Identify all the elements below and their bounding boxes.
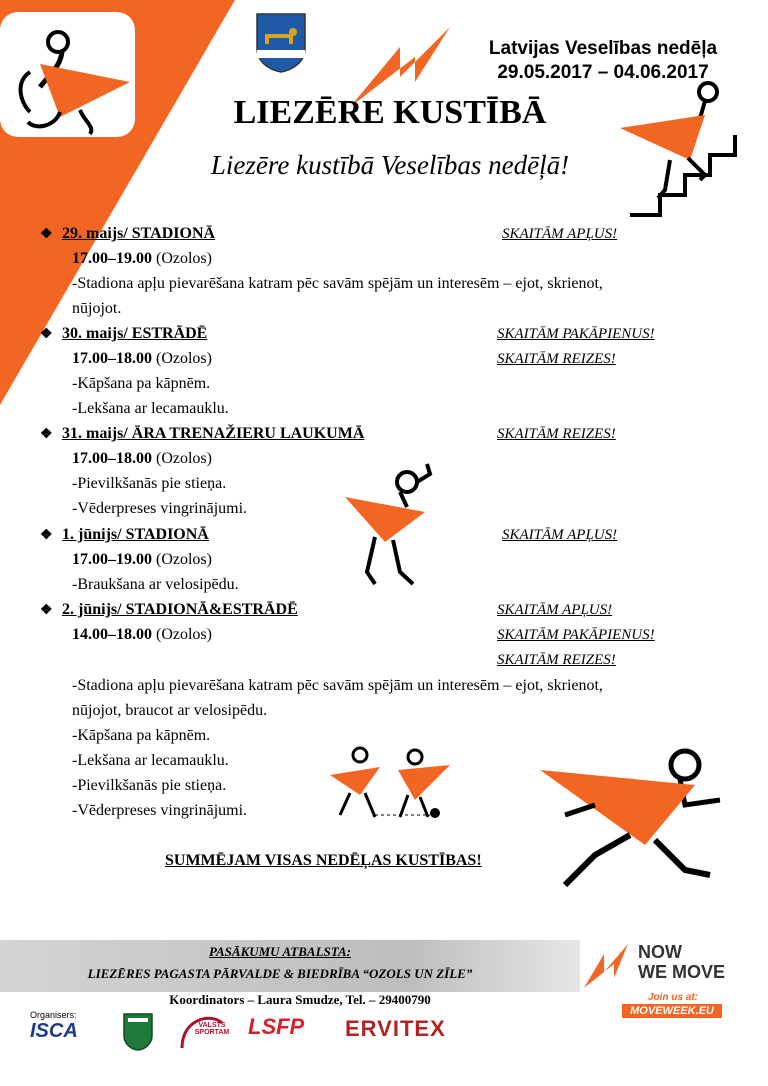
ervitex-logo: ERVITEX	[345, 1016, 446, 1041]
event-place: (Ozolos)	[156, 250, 212, 267]
stairs-figure-icon	[610, 80, 750, 220]
count-label: SKAITĀM REIZES!	[497, 426, 616, 442]
page-title: LIEZĒRE KUSTĪBĀ	[233, 94, 547, 131]
event-description: -Braukšana ar velosipēdu.	[72, 576, 239, 593]
event-description: -Lekšana ar lecamauklu.	[72, 400, 229, 417]
count-label: SKAITĀM PAKĀPIENUS!	[497, 326, 655, 342]
count-label: SKAITĀM REIZES!	[497, 351, 616, 367]
bullet-diamond-icon: ❖	[40, 327, 53, 342]
event-description: -Lekšana ar lecamauklu.	[72, 752, 229, 769]
supporters-line: LIEZĒRES PAGASTA PĀRVALDE & BIEDRĪBA “OZOLS UN ZĪLE”	[87, 966, 473, 981]
week-dates: 29.05.2017 – 04.06.2017	[497, 62, 709, 83]
event-time-value: 17.00–18.00	[72, 450, 152, 467]
event-time-value: 17.00–19.00	[72, 551, 152, 568]
event-time	[72, 350, 212, 368]
nww-line1: NOW	[638, 942, 682, 962]
event-title: 30. maijs/ ESTRĀDĒ	[62, 325, 208, 342]
count-label: SKAITĀM APĻUS!	[502, 527, 618, 543]
event-place: (Ozolos)	[156, 350, 212, 367]
page-subtitle: Liezēre kustībā Veselības nedēļā!	[210, 150, 570, 180]
event-place: (Ozolos)	[156, 626, 212, 643]
valsts-sportam-logo: VALSTS SPORTAM	[194, 1022, 230, 1036]
count-label: SKAITĀM APĻUS!	[497, 602, 613, 618]
event-title: 2. jūnijs/ STADIONĀ&ESTRĀDĒ	[62, 601, 298, 618]
event-place: (Ozolos)	[156, 450, 212, 467]
event-time	[72, 250, 212, 268]
event-description: -Kāpšana pa kāpnēm.	[72, 375, 211, 392]
event-description: -Stadiona apļu pievarēšana katram pēc savām spējām un interesēm – ejot, skrienot,	[72, 275, 603, 292]
nww-arrow-icon	[582, 942, 632, 990]
event-description: -Kāpšana pa kāpnēm.	[72, 727, 211, 744]
event-time-value: 14.00–18.00	[72, 626, 152, 643]
event-title: 1. jūnijs/ STADIONĀ	[62, 526, 209, 543]
count-label: SKAITĀM REIZES!	[497, 652, 616, 668]
coordinator-line: Koordinators – Laura Smudze, Tel. – 29400790	[169, 992, 431, 1007]
ball-players-icon	[320, 745, 460, 825]
event-description: -Vēderpreses vingrinājumi.	[72, 802, 248, 819]
count-label: SKAITĀM PAKĀPIENUS!	[497, 627, 655, 643]
event-description: -Vēderpreses vingrinājumi.	[72, 500, 248, 517]
coat-of-arms-icon	[255, 12, 307, 74]
event-description: nūjojot.	[72, 300, 122, 317]
bullet-diamond-icon: ❖	[40, 603, 53, 618]
bullet-diamond-icon: ❖	[40, 528, 53, 543]
support-label: PASĀKUMU ATBALSTA:	[209, 944, 351, 959]
event-description: -Pievilkšanās pie stieņa.	[72, 475, 227, 492]
event-time-value: 17.00–19.00	[72, 250, 152, 267]
event-description: -Stadiona apļu pievarēšana katram pēc savām spējām un interesēm – ejot, skrienot,	[72, 677, 603, 694]
bullet-diamond-icon: ❖	[40, 427, 53, 442]
nww-join: Join us at:	[648, 992, 699, 1003]
event-description: -Pievilkšanās pie stieņa.	[72, 777, 227, 794]
top-left-figure-icon	[0, 12, 140, 142]
event-time	[72, 551, 212, 569]
bullet-diamond-icon: ❖	[40, 227, 53, 242]
nww-line2: WE MOVE	[638, 962, 726, 982]
event-title: 31. maijs/ ĀRA TRENAŽIERU LAUKUMĀ	[62, 425, 365, 442]
middle-figure-icon	[345, 462, 445, 592]
event-title: 29. maijs/ STADIONĀ	[62, 225, 216, 242]
event-time	[72, 450, 212, 468]
event-description: nūjojot, braucot ar velosipēdu.	[72, 702, 268, 719]
summary-line: SUMMĒJAM VISAS NEDĒĻAS KUSTĪBAS!	[165, 852, 482, 869]
lsfp-logo: LSFP	[248, 1014, 305, 1039]
organisers-label: Organisers:	[30, 1010, 77, 1020]
running-figure-icon	[535, 745, 755, 895]
event-place: (Ozolos)	[156, 551, 212, 568]
event-time-value: 17.00–18.00	[72, 350, 152, 367]
nww-url: MOVEWEEK.EU	[622, 1004, 722, 1018]
week-title: Latvijas Veselības nedēļa	[488, 38, 718, 59]
isca-logo: ISCA	[30, 1020, 78, 1042]
event-time	[72, 626, 212, 644]
count-label: SKAITĀM APĻUS!	[502, 226, 618, 242]
shield-logo-icon	[122, 1012, 154, 1052]
